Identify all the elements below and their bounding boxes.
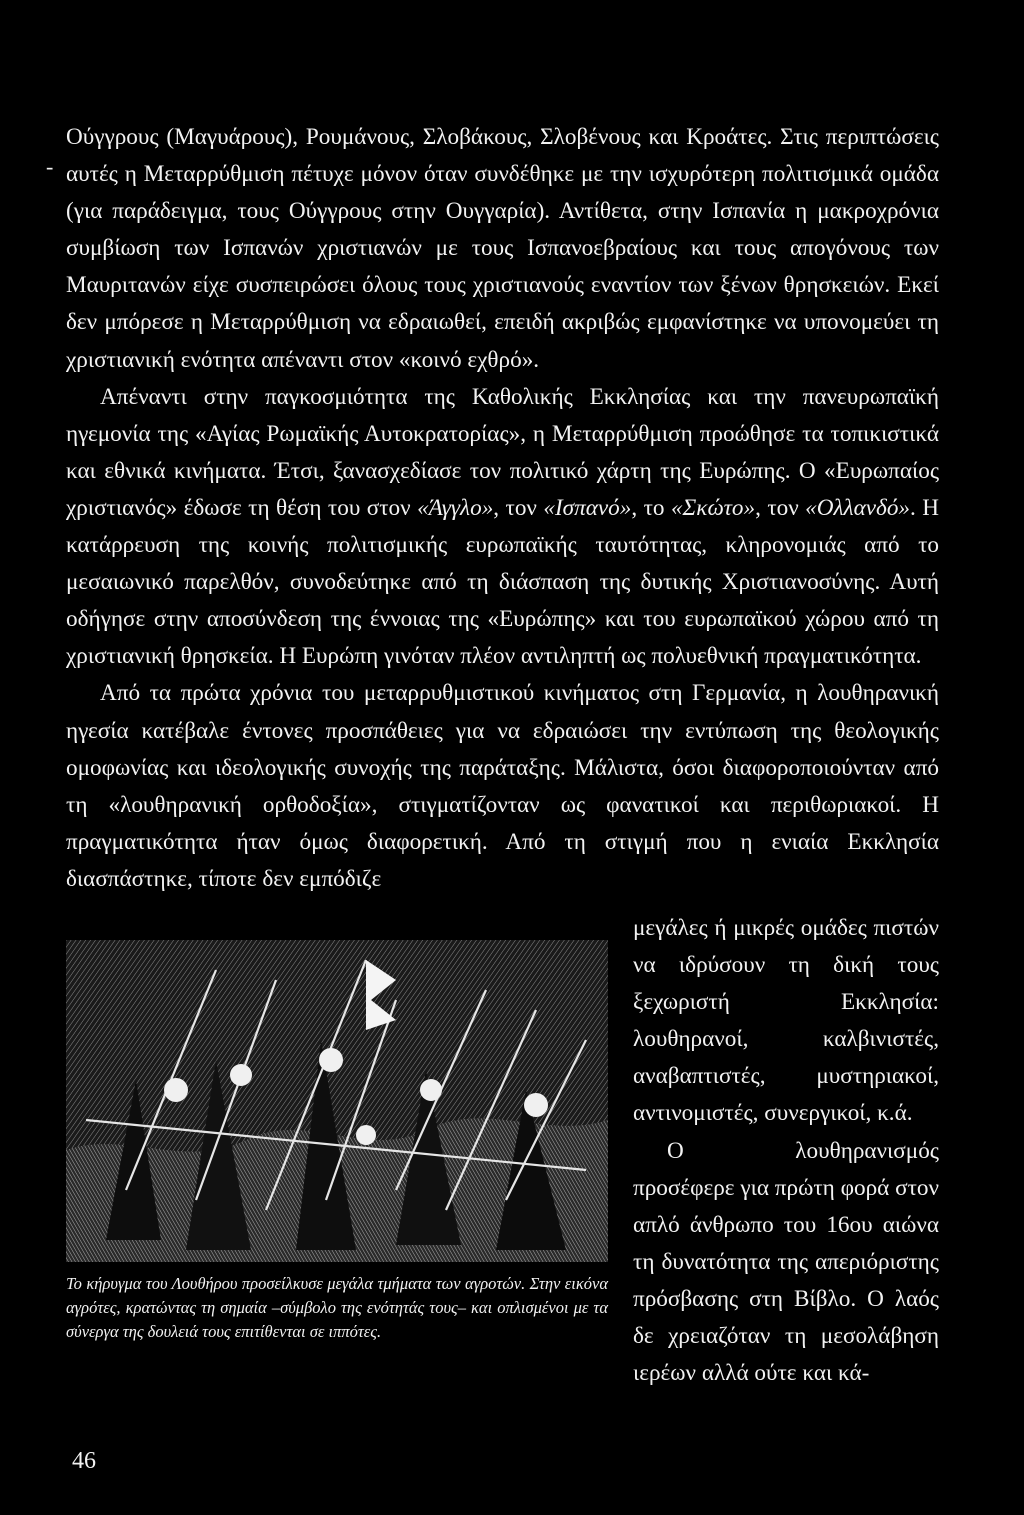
right-column — [633, 910, 939, 1392]
paragraph-3: Από τα πρώτα χρόνια του μεταρρυθμιστικού κινήματος στη Γερμανία, η λουθηρανική ηγεσία κατέβαλε έντονες προσπάθειες για να εδραιώσει την εντύπωση της θεολογικής ομοφωνίας και ιδεολογικής συνοχής της παράταξης. Μάλιστα, όσοι διαφοροποιούνταν από τη «λουθηρανική ορθοδοξία», στιγματίζονταν ως φανατικοί και περιθωριακοί. Η πραγματικότητα ήταν όμως διαφορετική. Από τη στιγμή που η ενιαία Εκκλησία διασπάστηκε, τίποτε δεν εμπόδιζε — [66, 680, 939, 892]
paragraph-2: Απέναντι στην παγκοσμιότητα της Καθολικής Εκκλησίας και την πανευρωπαϊκή ηγεμονία της «Αγίας Ρωμαϊκής Αυτοκρατορίας», η Μεταρρύθμιση προώθησε τα τοπικιστικά και εθνικά κινήματα. Έτσι, ξανασχεδίασε τον πολιτικό χάρτη της Ευρώπης. Ο «Ευρωπαίος χριστιανός» έδωσε τη θέση του στον «Άγγλο», τον «Ισπανό», το «Σκώτο», τον «Ολλανδό». Η κατάρρευση της κοινής πολιτισμικής ευρωπαϊκής ταυτότητας, κληρονομιάς από το μεσαιωνικό παρελθόν, συνοδεύτηκε από τη διάσπαση της δυτικής Χριστιανοσύνης. Αυτή οδήγησε στην αποσύνδεση της έννοιας της «Ευρώπης» και του ευρωπαϊκού χώρου από τη χριστιανική θρησκεία. Η Ευρώπη γινόταν πλέον αντιληπτή ως πολυεθνική πραγματικότητα. — [66, 383, 939, 670]
engraving-image — [66, 940, 608, 1262]
paragraph-1: Ούγγρους (Μαγυάρους), Ρουμάνους, Σλοβάκους, Σλοβένους και Κροάτες. Στις περιπτώσεις αυτές η Μεταρρύθμιση πέτυχε μόνον όταν συνδέθηκε με την ισχυρότερη πολιτισμικά ομάδα (για παράδειγμα, τους Ούγγρους στην Ουγγαρία). Αντίθετα, στην Ισπανία η μακροχρόνια συμβίωση των Ισπανών χριστιανών με τους Ισπανοεβραίους και τους απογόνους των Μαυριτανών είχε συσπειρώσει όλους τους χριστιανούς εναντίον των ξένων θρησκειών. Εκεί δεν μπόρεσε η Μεταρρύθμιση να εδραιωθεί, επειδή ακριβώς εμφανίστηκε να υπονομεύει τη χριστιανική ενότητα απέναντι στον «κοινό εχθρό». — [66, 124, 939, 373]
margin-mark: - — [46, 154, 54, 179]
figure — [66, 940, 608, 1344]
paragraph-4: Ο λουθηρανισμός προσέφερε για πρώτη φορά στον απλό άνθρωπο του 16ου αιώνα τη δυνατότητα της απεριόριστης πρόσβασης στη Βίβλο. Ο λαός δε χρειαζόταν τη μεσολάβηση ιερέων αλλά ούτε και κά- — [633, 1137, 939, 1387]
lower-section — [66, 910, 939, 1430]
page-number: 46 — [72, 1448, 96, 1474]
figure-caption: Το κήρυγμα του Λουθήρου προσείλκυσε μεγάλα τμήματα των αγροτών. Στην εικόνα αγρότες, κρατώντας τη σημαία –σύμβολο της ενότητάς τους– και οπλισμένοι με τα σύνεργα της δουλειά τους επιτίθενται σε ιππότες. — [66, 1274, 608, 1341]
main-text — [66, 119, 939, 898]
paragraph-3-continued: μεγάλες ή μικρές ομάδες πιστών να ιδρύσουν τη δική τους ξεχωριστή Εκκλησία: λουθηρανοί, καλβινιστές, αναβαπτιστές, μυστηριακοί, αντινομιστές, συνεργικοί, κ.ά. — [633, 915, 939, 1127]
